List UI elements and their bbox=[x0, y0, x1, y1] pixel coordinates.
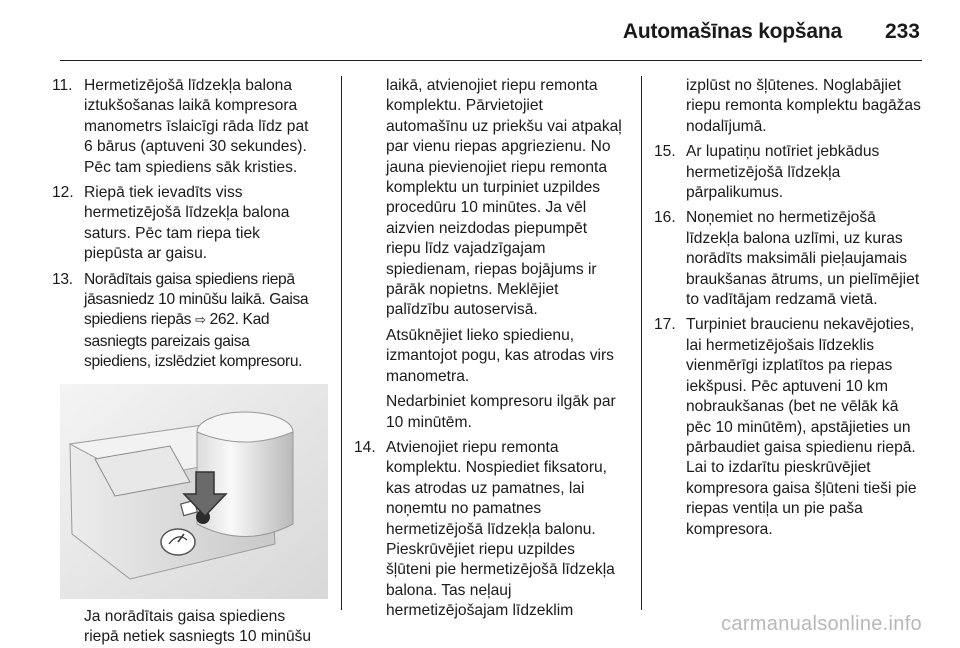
figure-caption bbox=[84, 607, 330, 648]
text-line: riepā netiek sasniegts 10 minūšu bbox=[84, 628, 312, 646]
text-line: to vadītājam redzamā vietā. bbox=[686, 291, 878, 309]
list-item-13 bbox=[52, 270, 330, 373]
list-item-16 bbox=[654, 208, 926, 310]
text-line: Ar lupatiņu notīriet jebkādus bbox=[686, 143, 880, 161]
text-line: palīdzību autoservisā. bbox=[386, 301, 538, 319]
text-line: par vienu riepas apgriezienu. No bbox=[386, 138, 611, 156]
text-line: riepu remonta komplektu bagāžas bbox=[686, 97, 921, 115]
text-line: Norādītais gaisa spiediens riepā bbox=[84, 270, 295, 288]
text-line: braukšanas ātrums, un pielīmējiet bbox=[686, 270, 920, 288]
text-line: Lai to izdarītu pieskrūvējiet bbox=[686, 459, 871, 477]
text-line: pārāk nopietns. Meklējiet bbox=[386, 281, 559, 299]
text-line: nobraukšanas (bet ne vēlāk kā bbox=[686, 398, 899, 416]
text-line: komplektu. Pārvietojiet bbox=[386, 97, 543, 115]
text-line: iekšpusi. Pēc aptuveni 10 km bbox=[686, 377, 888, 395]
text-line: 6 bārus (aptuveni 30 sekundes). bbox=[84, 138, 307, 156]
list-item-15 bbox=[654, 142, 926, 203]
text-line: hermetizējošajam līdzeklim bbox=[386, 602, 574, 620]
text-line: līdzekļa balona uzlīmi, uz kuras bbox=[686, 229, 903, 247]
text-line: izmantojot pogu, kas atrodas virs bbox=[386, 347, 614, 365]
header-divider bbox=[60, 60, 922, 61]
list-item-17 bbox=[654, 315, 926, 539]
list-number: 11. bbox=[52, 77, 73, 94]
text-line: Nedarbiniet kompresoru ilgāk par bbox=[386, 393, 616, 411]
text-fragment: spiediens riepās bbox=[84, 311, 196, 329]
text-line: izplūst no šļūtenes. Noglabājiet bbox=[686, 77, 901, 94]
text-line: lai hermetizējošais līdzeklis bbox=[686, 336, 875, 354]
text-line: komplektu un turpiniet uzpildes bbox=[386, 179, 601, 197]
page-number: 233 bbox=[884, 20, 920, 43]
text-line: vienmērīgi izplatītos pa riepas bbox=[686, 357, 893, 375]
list-number: 14. bbox=[354, 438, 376, 456]
text-line: saturs. Pēc tam riepa tiek bbox=[84, 224, 260, 242]
text-line: Pēc tam spiediens sāk kristies. bbox=[84, 158, 298, 176]
text-line: Noņemiet no hermetizējošā bbox=[686, 209, 876, 227]
paragraph bbox=[386, 326, 624, 387]
text-line: kompresora. bbox=[686, 520, 773, 538]
text-line: sasniegts pareizais gaisa bbox=[84, 332, 250, 350]
text-line: spiedienam, riepas bojājums ir bbox=[386, 260, 597, 278]
paragraph bbox=[386, 392, 624, 433]
text-line: manometra. bbox=[386, 367, 470, 385]
column-3 bbox=[654, 76, 926, 545]
list-number: 12. bbox=[52, 184, 74, 202]
column-2 bbox=[354, 76, 624, 627]
text-line: spiediens, izslēdziet kompresoru. bbox=[84, 353, 303, 371]
list-number: 17. bbox=[654, 316, 676, 334]
compressor-illustration bbox=[60, 384, 328, 599]
list-item-14 bbox=[354, 438, 624, 622]
text-line: Turpiniet braucienu nekavējoties, bbox=[686, 316, 915, 334]
text-line: balona. Tas neļauj bbox=[386, 581, 512, 599]
text-line: riepas ventiļa un pie paša bbox=[686, 500, 863, 518]
text-line: pārbaudiet gaisa spiedienu riepā. bbox=[686, 438, 916, 456]
text-line: Atvienojiet riepu remonta bbox=[386, 438, 559, 456]
paragraph bbox=[386, 76, 624, 321]
text-line: manometrs īslaicīgi rāda līdz pat bbox=[84, 117, 309, 135]
text-line: hermetizējošā līdzekļa balona bbox=[84, 204, 290, 222]
text-line: Atsūknējiet lieko spiedienu, bbox=[386, 326, 575, 344]
text-line: hermetizējošā līdzekļa balonu. bbox=[386, 520, 596, 538]
column-divider-right bbox=[641, 76, 642, 610]
list-number: 16. bbox=[654, 209, 676, 227]
text-line: automašīnu uz priekšu vai atpakaļ bbox=[386, 117, 622, 135]
text-line: pēc 10 minūtēm), apstājieties un bbox=[686, 418, 911, 436]
text-line: jāsasniedz 10 minūšu laikā. Gaisa bbox=[84, 291, 309, 309]
list-item-11 bbox=[52, 76, 330, 178]
text-line: hermetizējošā līdzekļa bbox=[686, 163, 841, 181]
page-reference-arrow-icon[interactable]: ⇨ bbox=[195, 313, 206, 329]
page-header-title: Automašīnas kopšana bbox=[622, 20, 842, 43]
text-line: komplektu. Nospiediet fiksatoru, bbox=[386, 459, 608, 477]
text-line: šļūteni pie hermetizējošā līdzekļa bbox=[386, 561, 615, 579]
paragraph bbox=[686, 76, 926, 137]
text-line: laikā, atvienojiet riepu remonta bbox=[386, 77, 598, 94]
list-number: 15. bbox=[654, 143, 676, 161]
text-line: procedūru 10 minūtes. Ja vēl bbox=[386, 199, 587, 217]
text-line: 10 minūtēm. bbox=[386, 413, 472, 431]
page-reference-text[interactable]: 262. Kad bbox=[205, 311, 270, 329]
text-line: aizvien neizdodas piepumpēt bbox=[386, 219, 588, 237]
text-line: jauna pievienojiet riepu remonta bbox=[386, 158, 608, 176]
column-1 bbox=[52, 76, 330, 648]
text-line: piepūsta ar gaisu. bbox=[84, 245, 208, 263]
text-line: Hermetizējošā līdzekļa balona bbox=[84, 77, 293, 94]
text-line: Ja norādītais gaisa spiediens bbox=[84, 607, 286, 625]
text-line: Riepā tiek ievadīts viss bbox=[84, 184, 243, 202]
compressor-pressure-release-icon bbox=[60, 384, 328, 599]
text-line: riepu līdz vajadzīgajam bbox=[386, 240, 546, 258]
list-item-12 bbox=[52, 183, 330, 265]
text-line: kompresora gaisa šļūteni tieši pie bbox=[686, 479, 917, 497]
text-line: nodalījumā. bbox=[686, 117, 767, 135]
text-line: Pieskrūvējiet riepu uzpildes bbox=[386, 540, 575, 558]
column-divider-left bbox=[341, 76, 342, 610]
list-number: 13. bbox=[52, 270, 73, 288]
text-line bbox=[84, 310, 330, 331]
text-line: norādīts maksimāli pieļaujamais bbox=[686, 250, 908, 268]
text-line: noņemtu no pamatnes bbox=[386, 500, 542, 518]
text-line: pārpalikumus. bbox=[686, 184, 784, 202]
text-line: kas atrodas uz pamatnes, lai bbox=[386, 479, 585, 497]
watermark: carmanualsonline.info bbox=[721, 613, 922, 635]
text-line: iztukšošanas laikā kompresora bbox=[84, 97, 298, 115]
